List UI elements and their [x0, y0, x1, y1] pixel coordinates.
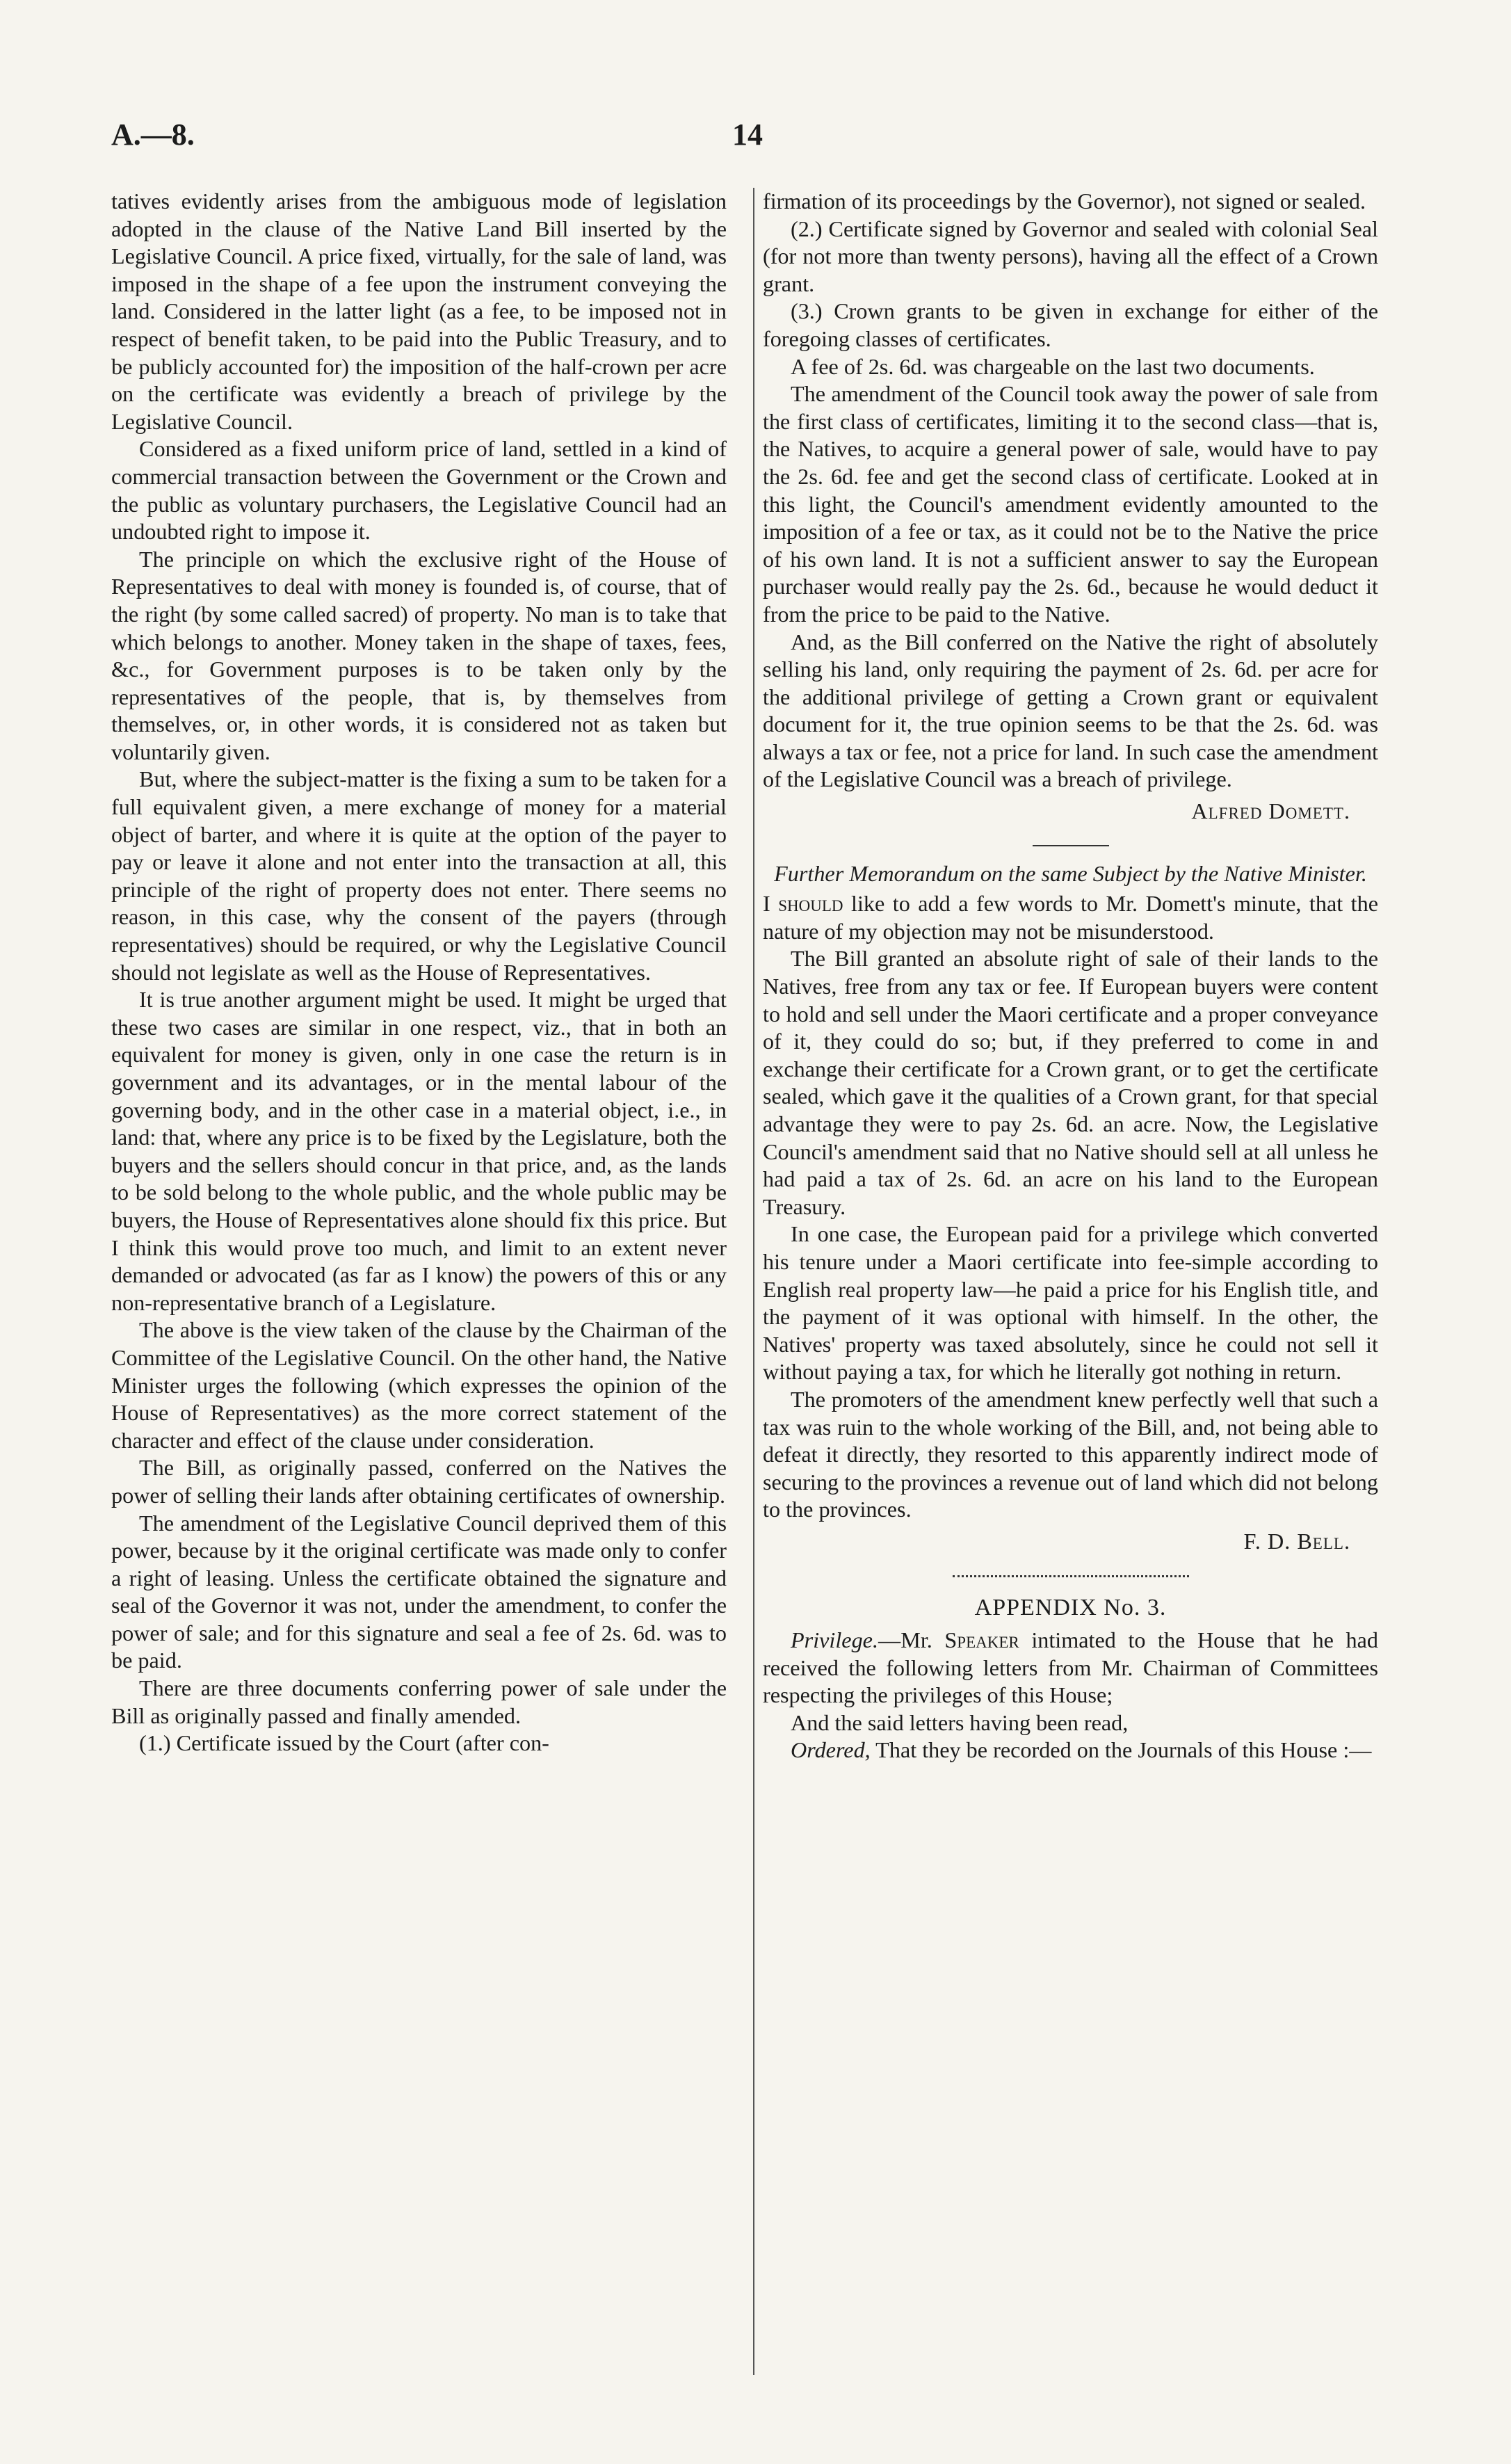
paragraph: Considered as a fixed uniform price of land, settled in a kind of commercial transaction between the Government or the Crown and the public as voluntary purchasers, the Legislative Council had an undoubted right to impose it.: [111, 436, 727, 545]
paragraph: But, where the subject-matter is the fixing a sum to be taken for a full equivalent given, a mere exchange of money for a material object of barter, and where it is quite at the option of the payer to pay or leave it alone and not enter into the transaction at all, this principle of the right of property does not enter. There seems no reason, in this case, why the consent of the payers (through representatives) should be required, or why the Legislative Council should not legislate as well as the House of Representatives.: [111, 766, 727, 985]
paragraph: The promoters of the amendment knew perfectly well that such a tax was ruin to the whole working of the Bill, and, not being able to defeat it directly, they resorted to this apparently indirect mode of securing to the provinces a revenue out of land which did not belong to the provinces.: [763, 1386, 1378, 1522]
paragraph: The amendment of the Legislative Council deprived them of this power, because by it the original certificate was made only to confer a right of leasing. Unless the certificate obtained the signature and seal of the Governor it was not, under the amendment, to confer the power of sale; and for this signature and seal a fee of 2s. 6d. was to be paid.: [111, 1510, 727, 1673]
paragraph: (2.) Certificate signed by Governor and sealed with colonial Seal (for not more than twenty persons), having all the effect of a Crown grant.: [763, 216, 1378, 296]
paragraph: And, as the Bill conferred on the Native the right of absolutely selling his land, only requiring the payment of 2s. 6d. per acre for the additional privilege of getting a Crown grant or equivalent document for it, the true opinion seems to be that the 2s. 6d. was always a tax or fee, not a price for land. In such case the amendment of the Legislative Council was a breach of privilege.: [763, 629, 1378, 792]
paragraph: A fee of 2s. 6d. was chargeable on the last two documents.: [791, 353, 1315, 379]
paragraph: [763, 1737, 1378, 1764]
signature-domett: Alfred Domett.: [1191, 798, 1350, 824]
document-reference: A.—8.: [111, 118, 195, 152]
memo-lead-text: like to add a few words to Mr. Domett's minute, that the nature of my objection may not be misunderstood.: [763, 891, 1378, 944]
paragraph: [763, 890, 1378, 945]
left-column: [111, 188, 727, 1757]
paragraph: The above is the view taken of the clause by the Chairman of the Committee of the Legislative Council. On the other hand, the Native Minister urges the following (which expresses the opinion of the House of Representatives) as the more correct statement of the character and effect of the clause under consideration.: [111, 1317, 727, 1453]
speaker-word: Speaker: [944, 1627, 1019, 1653]
paragraph: [763, 1627, 1378, 1709]
paragraph: firmation of its proceedings by the Governor), not signed or sealed.: [763, 188, 1366, 214]
paragraph: The principle on which the exclusive right of the House of Representatives to deal with money is founded is, of course, that of the right (by some called sacred) of property. No man is to take that which belongs to another. Money taken in the shape of taxes, fees, &c., for Government purposes is to be taken only by the representatives of the people, that is, by themselves from themselves, or, in other words, it is considered not as taken but voluntarily given.: [111, 546, 727, 764]
privilege-dash: —Mr.: [878, 1627, 945, 1653]
signature-bell: F. D. Bell.: [1243, 1528, 1350, 1554]
paragraph: And the said letters having been read,: [791, 1709, 1129, 1735]
dotted-rule: [953, 1575, 1189, 1577]
paragraph: (1.) Certificate issued by the Court (after con-: [139, 1730, 549, 1756]
paragraph: It is true another argument might be used. It might be urged that these two cases are similar in one respect, viz., that in both an equivalent for money is given, only in one case the return is in government and its advantages, or in the mental labour of the governing body, and in the other case in a material object, i.e., in land: that, where any price is to be fixed by the Legislature, both the buyers and the sellers should concur in that price, and, as the lands to be sold belong to the whole public, and the whole public may be buyers, the House of Representatives alone should fix this price. But I think this would prove too much, and limit to an extent never demanded or advocated (as far as I know) the powers of this or any non-representative branch of a Legislature.: [111, 987, 727, 1315]
memo-lead-word: I should: [763, 891, 843, 917]
page-number: 14: [732, 118, 763, 152]
paragraph: tatives evidently arises from the ambiguous mode of legislation adopted in the clause of the Native Land Bill inserted by the Legislative Council. A price fixed, virtually, for the sale of land, was imposed in the shape of a fee upon the instrument conveying the land. Considered in the latter light (as a fee, to be imposed not in respect of benefit taken, to be paid into the Public Treasury, and to be publicly accounted for) the imposition of the half-crown per acre on the certificate was evidently a breach of privilege by the Legislative Council.: [111, 188, 727, 434]
paragraph: The Bill, as originally passed, conferred on the Natives the power of selling their lands after obtaining certificates of ownership.: [111, 1455, 727, 1508]
privilege-label: Privilege.: [791, 1627, 879, 1653]
privilege-text: intimated to the House that he had received the following letters from Mr. Chairman of Committees respecting the privileges of this House;: [763, 1627, 1379, 1708]
section-rule: [1033, 845, 1109, 846]
right-column: [763, 188, 1378, 1764]
paragraph: There are three documents conferring power of sale under the Bill as originally passed and finally amended.: [111, 1675, 727, 1728]
ordered-label: Ordered,: [791, 1737, 871, 1763]
column-divider: [753, 188, 754, 2375]
appendix-title: APPENDIX No. 3.: [974, 1594, 1167, 1620]
paragraph: The Bill granted an absolute right of sale of their lands to the Natives, free from any tax or fee. If European buyers were content to hold and sell under the Maori certificate and a proper conveyance of it, they could do so; but, if they preferred to come in and exchange their certificate for a Crown grant, or to get the certificate sealed, which gave it the qualities of a Crown grant, for that special advantage they were to pay 2s. 6d. an acre. Now, the Legislative Council's amendment said that no Native should sell at all unless he had paid a tax of 2s. 6d. an acre on his land to the European Treasury.: [763, 946, 1378, 1219]
paragraph: In one case, the European paid for a privilege which converted his tenure under a Maori certificate into fee-simple according to English real property law—he paid a price for his English title, and the payment of it was optional with himself. In the other, the Natives' property was taxed absolutely, since he could not sell it without paying a tax, for which he literally got nothing in return.: [763, 1221, 1378, 1385]
page-header: [111, 117, 1384, 159]
paragraph: (3.) Crown grants to be given in exchange for either of the foregoing classes of certificates.: [763, 298, 1378, 351]
memo-title: Further Memorandum on the same Subject by the Native Minister.: [774, 860, 1367, 886]
ordered-text: That they be recorded on the Journals of this House :—: [870, 1737, 1372, 1763]
paragraph: The amendment of the Council took away the power of sale from the first class of certificates, limiting it to the second class—that is, the Natives, to acquire a general power of sale, would have to pay the 2s. 6d. fee and get the second class of certificate. Looked at in this light, the Council's amendment evidently amounted to the imposition of a fee or tax, as it could not be to the Native the price of his own land. It is not a sufficient answer to say the European purchaser would really pay the 2s. 6d., because he would deduct it from the price to be paid to the Native.: [763, 381, 1378, 627]
